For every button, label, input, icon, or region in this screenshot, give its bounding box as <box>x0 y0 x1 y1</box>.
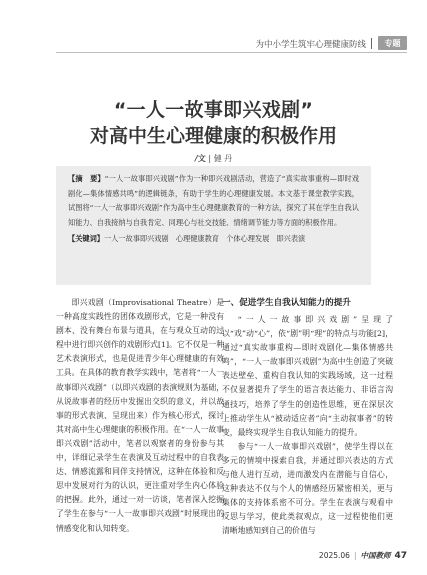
section-heading: 一、促进学生自我认知能力的提升 <box>222 298 351 308</box>
author-divider: | <box>205 154 214 163</box>
issue-date: 2025.06 <box>318 551 350 560</box>
abstract-box <box>56 166 371 285</box>
keywords-text: 一人一故事即兴戏剧 心理健康教育 个体心理发展 即兴表演 <box>103 234 306 244</box>
keywords-paragraph <box>68 232 359 247</box>
page-number: 47 <box>394 550 407 561</box>
section-label: 为中小学生筑牢心理健康防线 <box>255 40 366 50</box>
header-rule <box>56 52 407 53</box>
magazine-name: 中国教师 <box>360 551 391 560</box>
abstract-text: “一人一故事即兴戏剧”作为一种即兴戏剧活动，营造了“真实故事重构—即时戏剧化—集体情感共鸣”的逻辑链条，有助于学生的心理健康发展。本文基于课堂教学实践，试图将“一人一故事即兴戏剧”作为高中生心理健康教育的一种方法，探究了其在学生自我认知能力、自我接纳与自我肯定、同理心与社交技能、情绪调节能力等方面的积极作用。 <box>68 174 359 227</box>
abstract-paragraph <box>68 172 359 230</box>
footer-separator: | <box>353 551 357 560</box>
article-title-line-2: 对高中生心理健康的积极作用 <box>89 125 337 147</box>
body-paragraph: 参与“一人一故事即兴戏剧”，使学生得以在多元的情境中探索自我，并通过即兴表达的方式与他人进行互动，进而激发内在潜能与自信心，这种表达不仅与个人的情感经历紧密相关，更与集体的支持体系密不可分。学生在表演与观看中反思与学习，使此类叙观点，这一过程使他们更清晰地感知到自己的价值与 <box>222 441 393 536</box>
column-tag: 专题 <box>378 36 407 50</box>
keywords-tag: 【关键词】 <box>68 234 104 244</box>
author-name: 僆 丹 <box>213 154 233 163</box>
body-paragraph: “一人一故事即兴戏剧”呈现了以“戏”动“心”，依“剧”明“理”的特点与功能[2]，通过“真实故事重构—即时戏剧化—集体情感共鸣”，“一人一故事即兴戏剧”为高中生创造了突破表达壁垒、重构自我认知的实践场域，这一过程不仅显著提升了学生的语言表达能力、非语言沟通技巧，培养了学生的创造性思维，更在深层次上推动学生从“被动适应者”向“主动叙事者”的转变，最终实现学生自我认知能力的提升。 <box>222 315 393 437</box>
header-separator <box>371 38 372 49</box>
author-slash-icon: / <box>194 154 198 163</box>
page-footer <box>319 550 407 561</box>
author-prefix: 文 <box>197 154 206 163</box>
abstract-tag: 【摘 要】 <box>68 174 105 183</box>
body-left-column <box>56 296 224 536</box>
author-line <box>0 153 427 164</box>
body-right-column <box>222 296 393 539</box>
article-title-line-1: “一人一故事即兴戏剧” <box>113 99 314 121</box>
body-paragraph: 即兴戏剧（Improvisational Theatre）是一种高度实践性的团体戏剧形式，它是一种没有剧本、没有舞台布景与道具，在与观众互动的过程中进行即兴创作的戏剧形式[1]。它不仅是一种艺术表演形式，也是促进青少年心理健康的有效工具。在具体的教育教学实践中，笔者将“一人一故事即兴戏剧”（以即兴戏剧的表演规则为基础，从说故事者的经历中发掘出交织的意义，并以故事的形式表演、呈现出来）作为核心形式，探讨其对高中生心理健康的积极作用。在“一人一故事即兴戏剧”活动中，笔者以观察者的身份参与其中，详细记录学生在表演及互动过程中的自我表达、情感流露和同伴支持情况，这种在体验和反思中发展对行为的认识，更注重对学生内心体验的把握。此外，通过一对一访谈，笔者深入挖掘了学生在参与“一人一故事即兴戏剧”时展现出的情感变化和认知转变。 <box>56 298 224 533</box>
